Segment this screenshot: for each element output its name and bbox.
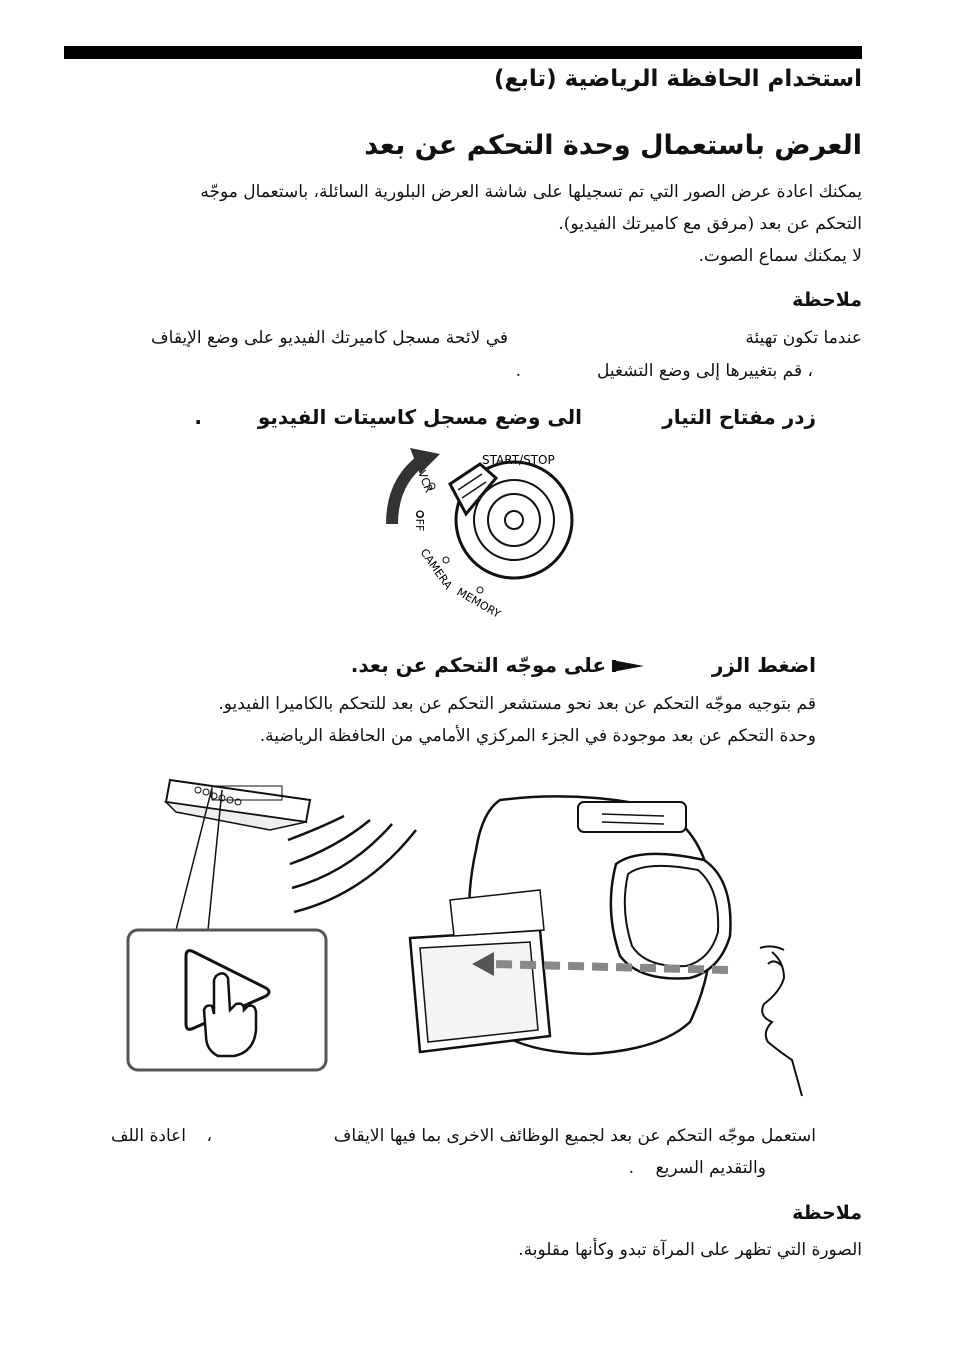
dial-label-memory: MEMORY	[454, 585, 503, 621]
dial-label-vcr: VCR	[415, 468, 436, 495]
note-line-1-left: في لائحة مسجل كاميرتك الفيديو على وضع الإيقاف	[151, 328, 508, 348]
power-switch-dial-illustration	[370, 442, 590, 632]
step2-desc-2: وحدة التحكم عن بعد موجودة في الجزء المركزي الأمامي من الحافظة الرياضية.	[259, 726, 816, 746]
eye-icon	[760, 946, 802, 1096]
remote-usage-illustration	[120, 760, 810, 1100]
page-header: استخدام الحافظة الرياضية (تابع)	[494, 66, 862, 92]
remote-control-icon	[166, 780, 310, 830]
footer-line-1-mid: ،	[206, 1126, 212, 1146]
play-icon	[612, 658, 644, 678]
step2-desc-1: قم بتوجيه موجّه التحكم عن بعد نحو مستشعر التحكم عن بعد للتحكم بالكاميرا الفيديو.	[218, 694, 816, 714]
intro-line-2: التحكم عن بعد (مرفق مع كاميرتك الفيديو).	[558, 214, 862, 234]
note-line-2-dot: .	[515, 361, 521, 381]
step2-text-left: على موجّه التحكم عن بعد.	[350, 653, 606, 677]
step1-text-middle: الى وضع مسجل كاسيتات الفيديو	[257, 405, 582, 429]
intro-line-3: لا يمكنك سماع الصوت.	[698, 246, 862, 266]
note2-heading: ملاحظة	[792, 1202, 862, 1224]
note-line-2: ، قم بتغييرها إلى وضع التشغيل	[597, 361, 813, 381]
footer-line-2: والتقديم السريع	[655, 1158, 766, 1178]
step2-text-right: اضغط الزر	[711, 653, 816, 677]
intro-line-1: يمكنك اعادة عرض الصور التي تم تسجيلها على شاشة العرض البلورية السائلة، باستعمال موجّه	[200, 182, 862, 202]
dial-label-camera: CAMERA	[417, 546, 455, 592]
signal-waves	[288, 816, 416, 912]
footer-line-2-dot: .	[628, 1158, 634, 1178]
dial-label-start-stop: START/STOP	[482, 453, 555, 467]
step1-dot: .	[194, 405, 202, 429]
section-title: العرض باستعمال وحدة التحكم عن بعد	[364, 130, 862, 161]
camcorder-housing-icon	[410, 796, 730, 1054]
top-rule	[64, 46, 862, 59]
footer-line-1-right: استعمل موجّه التحكم عن بعد لجميع الوظائف الاخرى بما فيها الايقاف	[333, 1126, 816, 1146]
footer-line-1-left: اعادة اللف	[110, 1126, 186, 1146]
note-line-1-right: عندما تكون تهيئة	[745, 328, 862, 348]
step1-text-right: زدر مفتاح التيار	[662, 405, 816, 429]
note-heading: ملاحظة	[792, 289, 862, 311]
note2-text: الصورة التي تظهر على المرآة تبدو وكأنها مقلوبة.	[518, 1240, 862, 1260]
dial-label-off: OFF	[413, 510, 426, 532]
start-stop-dial	[450, 462, 572, 578]
